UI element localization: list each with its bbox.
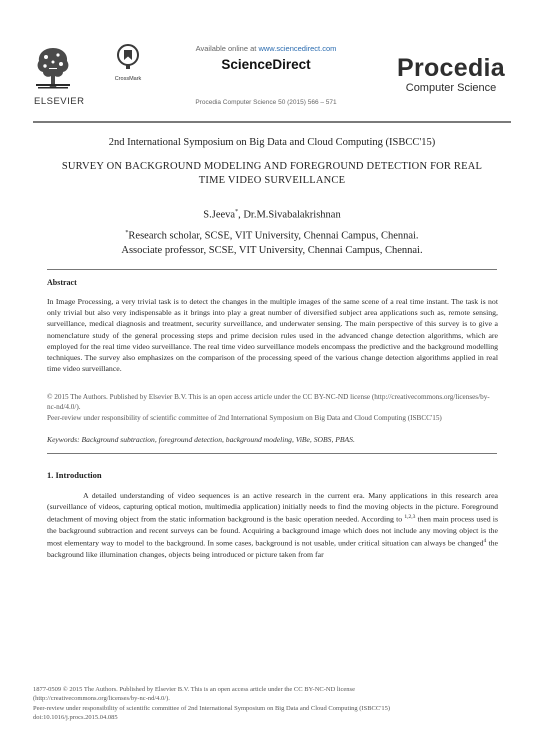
abstract-bottom-rule bbox=[47, 453, 497, 454]
keywords-list: Background subtraction, foreground detection, background modeling, ViBe, SOBS, PBAS. bbox=[81, 435, 355, 444]
elsevier-logo bbox=[34, 44, 85, 107]
citation-ref[interactable]: 4 bbox=[483, 538, 487, 545]
abstract-top-rule bbox=[47, 269, 497, 270]
available-online-line bbox=[150, 44, 382, 53]
crossmark-label: CrossMark bbox=[114, 76, 142, 82]
citation-ref[interactable]: 1,2,3 bbox=[404, 514, 416, 521]
available-online-prefix: Available online at bbox=[195, 44, 259, 53]
journal-citation: Procedia Computer Science 50 (2015) 566 – 571 bbox=[195, 99, 337, 106]
abstract-body: In Image Processing, a very trivial task is to detect the changes in the multiple images of the same scene of a real time instant. The task is not only trivial but also very indispensable as it brings into play a great number of diversified subject area applications such as, remote sensing, surveillance, medical diagnosis and treatment, security surveillance, and underwater sensing. The main perspective of this survey is to give a nomenclature study of the general processing steps and prime decision rules used in the advanced change detection algorithms, which are employed for the real time video surveillance. The real time video surveillance models encompass the predictive and the background modelling techniques. The survey also emphasizes on the comparison of the processing speed of the various change detection algorithms applied in real time video surveillance. bbox=[47, 297, 498, 374]
author-name: S.Jeeva bbox=[203, 209, 236, 221]
paragraph-text: the background like illumination changes, objects being introduced or picture taken from far bbox=[47, 539, 498, 560]
affiliation-footnote-mark: * bbox=[125, 230, 129, 236]
affiliation-text: Research scholar, SCSE, VIT University, Chennai Campus, Chennai. bbox=[128, 230, 419, 242]
affiliation bbox=[40, 230, 504, 242]
license-statement: © 2015 The Authors. Published by Elsevier B.V. This is an open access article under the CC BY-NC-ND license (http://creativecommons.org/licenses/by-nc-nd/4.0/). bbox=[47, 393, 490, 411]
author-name: Dr.M.Sivabalakrishnan bbox=[243, 209, 341, 221]
keywords-line bbox=[47, 435, 498, 444]
author-footnote-mark: * bbox=[235, 209, 239, 215]
elsevier-tree-icon bbox=[34, 44, 72, 90]
page-footer bbox=[33, 685, 511, 723]
peer-review-statement: Peer-review under responsibility of scientific committee of 2nd International Symposium on Big Data and Cloud Computing (ISBCC'15) bbox=[47, 414, 442, 422]
procedia-logo bbox=[396, 55, 506, 94]
paragraph-text: A detailed understanding of video sequences is an active research in the current era. Many applications in this research area (surveillance of videos, capturing optical motion, multimedia application) initially needs to find the moving objects in the picture. Foreground detachment of moving object from the static information background is the basic operation needed. According to bbox=[47, 491, 498, 524]
author-list bbox=[40, 209, 504, 221]
page-header bbox=[0, 0, 544, 125]
author-separator: , bbox=[238, 209, 244, 221]
procedia-logo-title: Procedia bbox=[396, 54, 505, 82]
sciencedirect-link[interactable]: www.sciencedirect.com bbox=[258, 44, 337, 53]
header-divider bbox=[33, 121, 511, 123]
crossmark-badge[interactable] bbox=[108, 44, 148, 82]
procedia-logo-subtitle: Computer Science bbox=[405, 82, 497, 94]
affiliation: Associate professor, SCSE, VIT University, Chennai Campus, Chennai. bbox=[121, 245, 423, 256]
abstract-heading: Abstract bbox=[47, 278, 77, 287]
footer-license-link[interactable]: (http://creativecommons.org/licenses/by-nc-nd/4.0/). bbox=[33, 695, 170, 703]
footer-peer-review: Peer-review under responsibility of scientific committee of 2nd International Symposium on Big Data and Cloud Computing (ISBCC'15) bbox=[33, 704, 391, 712]
conference-name: 2nd International Symposium on Big Data and Cloud Computing (ISBCC'15) bbox=[108, 137, 436, 148]
footer-copyright: 1877-0509 © 2015 The Authors. Published by Elsevier B.V. This is an open access article under the CC BY-NC-ND license bbox=[33, 686, 355, 693]
crossmark-icon bbox=[117, 44, 139, 70]
footer-doi[interactable]: doi:10.1016/j.procs.2015.04.085 bbox=[33, 714, 118, 722]
paper-title: SURVEY ON BACKGROUND MODELING AND FOREGROUND DETECTION FOR REAL TIME VIDEO SURVEILLANCE bbox=[61, 161, 483, 186]
keywords-label: Keywords: bbox=[47, 435, 82, 444]
paragraph-text: then main process used is the background subtraction and recent surveys can be found. Acquiring a background image which does not include any moving object is the most elementary way to model to the background. In some cases, background is not usable, under critical situation can always be changed bbox=[47, 515, 498, 548]
introduction-body bbox=[47, 490, 498, 560]
section-heading: 1. Introduction bbox=[47, 470, 102, 480]
sciencedirect-brand: ScienceDirect bbox=[221, 57, 311, 72]
elsevier-wordmark: ELSEVIER bbox=[34, 96, 85, 107]
